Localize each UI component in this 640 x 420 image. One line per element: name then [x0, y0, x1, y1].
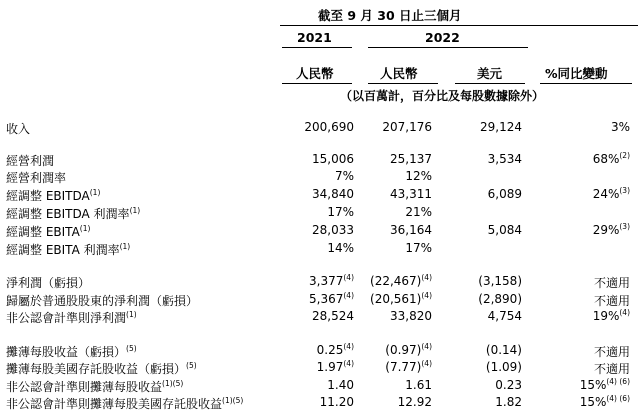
cell-2022-rmb-value: 25,137: [390, 152, 432, 166]
cell-2022-usd-value: (3,158): [478, 274, 522, 288]
row-label: [6, 223, 90, 240]
cell-2021-rmb: [312, 223, 354, 237]
row-label-note: (1): [89, 188, 101, 197]
cell-yoy: [594, 360, 630, 377]
cell-2021-rmb-value: 14%: [327, 241, 354, 255]
cell-2021-rmb-value: 200,690: [304, 120, 354, 134]
row-label: [6, 205, 140, 222]
col-rmb-2022: 人民幣: [380, 66, 418, 81]
row-label-note: (1)(5): [222, 396, 244, 405]
cell-yoy-note: (3): [619, 222, 630, 231]
cell-2022-usd: [488, 309, 522, 323]
row-label-text: 攤薄每股收益（虧損）: [6, 345, 127, 359]
cell-yoy-note: (4): [619, 308, 630, 317]
cell-2021-rmb: [335, 169, 354, 183]
cell-2022-usd-value: 0.23: [495, 378, 522, 392]
row-label: [6, 395, 243, 412]
row-label-note: (5): [126, 344, 137, 353]
cell-2021-rmb-value: 34,840: [312, 187, 354, 201]
cell-2021-rmb: [327, 241, 354, 255]
cell-2022-rmb: [405, 169, 432, 183]
cell-2022-usd: [488, 152, 522, 166]
cell-2022-rmb: [405, 378, 432, 392]
cell-yoy: [594, 274, 630, 291]
cell-2022-usd: [486, 343, 522, 357]
row-label: [6, 378, 183, 395]
cell-2021-rmb-value: 28,524: [312, 309, 354, 323]
col-yoy: %同比變動: [545, 66, 608, 81]
row-label: [6, 169, 66, 186]
cell-2022-rmb-value: 1.61: [405, 378, 432, 392]
cell-yoy-value: 19%: [592, 309, 620, 323]
cell-2022-usd-value: 1.82: [495, 395, 522, 409]
cell-2022-rmb: [405, 205, 432, 219]
cell-2021-rmb-value: 1.97: [316, 360, 344, 374]
cell-2021-rmb: [327, 205, 354, 219]
cell-2022-rmb-value: (22,467): [370, 274, 422, 288]
cell-yoy-value: 不適用: [593, 345, 630, 359]
cell-2022-rmb-value: 33,820: [390, 309, 432, 323]
cell-2022-rmb: [385, 343, 432, 357]
cell-yoy-note: (3): [619, 186, 630, 195]
cell-yoy-note: (2): [619, 151, 630, 160]
cell-2021-rmb-value: 11.20: [319, 395, 354, 409]
cell-2021-rmb-note: (4): [343, 273, 354, 282]
cell-2022-usd: [488, 187, 522, 201]
row-label: [6, 120, 30, 137]
cell-2022-rmb-value: 12.92: [397, 395, 432, 409]
row-label-text: 收入: [6, 122, 31, 136]
col-rule-4: [540, 83, 632, 84]
cell-2022-usd: [488, 223, 522, 237]
cell-2022-usd-value: (2,890): [478, 292, 522, 306]
cell-yoy: [580, 378, 630, 392]
cell-2022-rmb-value: 43,311: [390, 187, 432, 201]
row-label-text: 非公認會計準則淨利潤: [6, 311, 127, 325]
cell-2021-rmb: [312, 309, 354, 323]
cell-yoy: [593, 309, 630, 323]
row-label-note: (5): [186, 361, 197, 370]
row-label: [6, 360, 197, 377]
cell-2021-rmb-value: 0.25: [316, 343, 344, 357]
row-label: [6, 187, 100, 204]
cell-2022-rmb: [382, 120, 432, 134]
cell-yoy-value: 不適用: [593, 294, 630, 308]
row-label: [6, 241, 130, 258]
col-usd-2022: 美元: [477, 66, 503, 81]
cell-2022-usd-value: (1.09): [485, 360, 522, 374]
row-label-note: (1): [79, 224, 91, 233]
cell-2022-rmb-value: (20,561): [370, 292, 422, 306]
cell-2022-rmb: [385, 360, 432, 374]
cell-2022-rmb-value: (0.97): [385, 343, 422, 357]
cell-yoy-value: 不適用: [593, 276, 630, 290]
cell-2022-rmb: [390, 223, 432, 237]
col-rmb-2021: 人民幣: [296, 66, 334, 81]
row-label-text: 經調整 EBITA: [6, 225, 80, 239]
col-rule-3: [455, 83, 525, 84]
cell-2021-rmb: [304, 120, 354, 134]
cell-yoy-value: 15%: [579, 395, 607, 409]
row-label-note: (1)(5): [162, 379, 184, 388]
cell-yoy-value: 29%: [592, 223, 620, 237]
cell-2021-rmb-note: (4): [343, 359, 354, 368]
cell-2022-rmb: [370, 292, 432, 306]
cell-2022-usd: [486, 360, 522, 374]
cell-2022-usd-value: 29,124: [480, 120, 522, 134]
cell-2021-rmb: [309, 292, 354, 306]
row-label-text: 經營利潤率: [6, 171, 67, 185]
row-label: [6, 274, 90, 291]
cell-2022-usd-value: 3,534: [487, 152, 522, 166]
cell-yoy-value: 68%: [592, 152, 620, 166]
cell-2022-rmb-note: (4): [421, 342, 432, 351]
cell-2021-rmb-value: 17%: [327, 205, 354, 219]
cell-2022-usd-value: 6,089: [487, 187, 522, 201]
cell-2022-usd-value: 4,754: [487, 309, 522, 323]
cell-2022-usd: [480, 120, 522, 134]
cell-yoy-value: 不適用: [593, 362, 630, 376]
cell-yoy: [593, 223, 630, 237]
cell-2022-rmb-value: 21%: [405, 205, 432, 219]
year-2022-rule: [368, 47, 528, 48]
cell-2022-usd: [478, 274, 522, 288]
cell-2022-rmb: [398, 395, 432, 409]
cell-yoy-note: (4) (6): [606, 394, 630, 403]
col-rule-1: [282, 83, 352, 84]
year-2021-heading: 2021: [297, 30, 332, 45]
period-rule: [280, 25, 638, 26]
units-note: （以百萬計，百分比及每股數據除外）: [340, 89, 545, 103]
row-label: [6, 152, 54, 169]
row-label-text: 經營利潤: [6, 154, 55, 168]
row-label: [6, 292, 198, 309]
cell-2021-rmb-value: 15,006: [312, 152, 354, 166]
row-label: [6, 343, 137, 360]
cell-2021-rmb-value: 7%: [334, 169, 354, 183]
row-label-note: (1): [119, 242, 131, 251]
cell-2022-rmb-value: 12%: [405, 169, 432, 183]
cell-2021-rmb: [309, 274, 354, 288]
cell-yoy-value: 3%: [610, 120, 630, 134]
row-label-text: 非公認會計準則攤薄每股美國存託股收益: [6, 397, 223, 411]
cell-2021-rmb-value: 28,033: [312, 223, 354, 237]
cell-2021-rmb: [312, 187, 354, 201]
cell-2021-rmb: [312, 152, 354, 166]
cell-2022-rmb-note: (4): [421, 273, 432, 282]
cell-yoy-value: 24%: [592, 187, 620, 201]
row-label-text: 非公認會計準則攤薄每股收益: [6, 380, 163, 394]
year-2022-heading: 2022: [425, 30, 460, 45]
year-2021-rule: [282, 47, 352, 48]
cell-2021-rmb: [327, 378, 354, 392]
cell-2021-rmb-value: 3,377: [309, 274, 344, 288]
row-label-note: (1): [129, 206, 141, 215]
cell-2021-rmb-note: (4): [343, 291, 354, 300]
cell-2022-rmb-value: 17%: [405, 241, 432, 255]
cell-2022-usd: [478, 292, 522, 306]
row-label-text: 淨利潤（虧損）: [6, 276, 91, 290]
cell-2022-rmb-value: 36,164: [390, 223, 432, 237]
row-label-text: 經調整 EBITDA: [6, 189, 90, 203]
cell-2022-rmb-value: (7.77): [385, 360, 422, 374]
cell-yoy: [593, 187, 630, 201]
cell-2021-rmb-value: 5,367: [309, 292, 344, 306]
cell-yoy: [594, 292, 630, 309]
cell-yoy: [611, 120, 630, 134]
cell-2022-usd-value: (0.14): [485, 343, 522, 357]
row-label-text: 歸屬於普通股股東的淨利潤（虧損）: [6, 294, 199, 308]
cell-yoy-note: (4) (6): [606, 377, 630, 386]
cell-yoy: [593, 152, 630, 166]
cell-2022-usd-value: 5,084: [487, 223, 522, 237]
cell-2022-usd: [495, 378, 522, 392]
cell-2022-rmb-note: (4): [421, 291, 432, 300]
period-heading: 截至 9 月 30 日止三個月: [318, 8, 462, 23]
cell-2022-rmb: [390, 187, 432, 201]
cell-2022-rmb: [390, 152, 432, 166]
row-label-note: (1): [126, 310, 137, 319]
cell-2022-rmb: [390, 309, 432, 323]
cell-2021-rmb: [317, 360, 354, 374]
cell-2022-rmb-value: 207,176: [382, 120, 432, 134]
cell-2022-rmb: [405, 241, 432, 255]
cell-2022-rmb: [370, 274, 432, 288]
cell-2021-rmb-note: (4): [343, 342, 354, 351]
row-label-text: 攤薄每股美國存託股收益（虧損）: [6, 362, 187, 376]
cell-2021-rmb: [317, 343, 354, 357]
col-rule-2: [368, 83, 438, 84]
row-label-text: 經調整 EBITA 利潤率: [6, 243, 120, 257]
cell-2022-usd: [495, 395, 522, 409]
cell-2021-rmb: [320, 395, 354, 409]
cell-yoy-value: 15%: [579, 378, 607, 392]
cell-2021-rmb-value: 1.40: [327, 378, 354, 392]
cell-yoy: [594, 343, 630, 360]
row-label: [6, 309, 137, 326]
row-label-text: 經調整 EBITDA 利潤率: [6, 207, 130, 221]
cell-yoy: [580, 395, 630, 409]
cell-2022-rmb-note: (4): [421, 359, 432, 368]
